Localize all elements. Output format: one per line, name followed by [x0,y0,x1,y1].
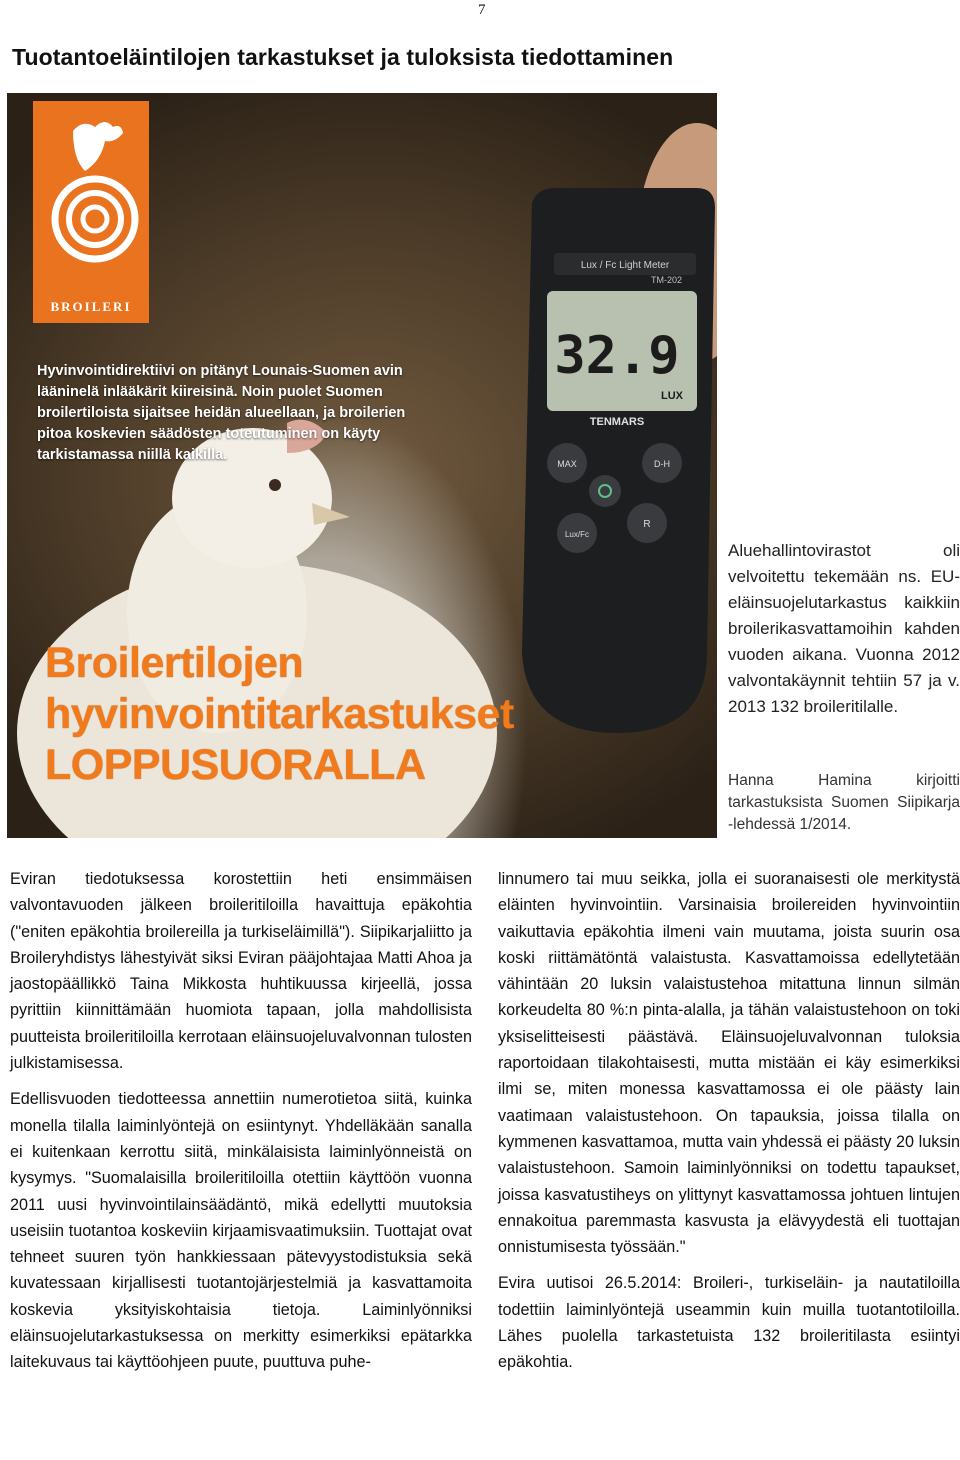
paragraph: Edellisvuoden tiedotteessa annettiin numerotietoa siitä, kuinka monella tilalla laiminlyöntejä on esiintynyt. Yhdelläkään sanalla ei kuitenkaan kerrottu siitä, minkälaisista laiminlyönneistä on kysymys. "Suomalaisilla broileritiloilla otettiin käyttöön vuonna 2011 uusi hyvinvointilainsäädäntö, mikä edellytti muutoksia useisiin tuotantoa koskeviin kirjaamisvaatimuksiin. Tuottajat ovat tehneet suuren työn hankkiessaan pätevyystodistuksia sekä kuvatessaan kirjallisesti tuotantojärjestelmiä ja kasvattamoita koskevia yksityiskohtaisia tietoja. Laiminlyönniksi eläinsuojelutarkastuksessa on merkitty esimerkiksi epätarkka laitekuvaus tai käyttöohjeen puute, puuttuva puhe- [10,1090,472,1372]
chicken-eye-icon [269,479,281,491]
paragraph: linnumero tai muu seikka, jolla ei suoranaisesti ole merkitystä eläinten hyvinvointiin. Varsinaisia broilereiden hyvinvointiin vaikuttavia epäkohtia ilmeni vain muutama, joista suurin osa koski riittämätöntä valaistusta. Kasvattamoissa edellytetään vähintään 20 luksin valaistustehoa mitattuna linnun silmän korkeudelta 80 %:n pinta-alalla, ja tähän valaistustehoon on toki yksiselitteisesti päästävä. Eläinsuojeluvalvonnan tuloksia raportoidaan tilakohtaisesti, mutta mistään ei käy esimerkiksi ilmi se, miten monessa kasvattamossa ei ole päästy lain vaatimaan valaistustehoon. On tapauksia, joissa tilalla on kymmenen kasvattamoa, mutta vain yhdessä ei päästy 20 luksin valaistustehoon. Samoin laiminlyönniksi on todettu tapaukset, joissa kasvatustiheys on ylittynyt kasvattamossa johtuen lintujen ennakoitua paremmasta kasvusta ja elävyydestä eli tuottajan onnistumisesta työssään." [498,870,960,1257]
meter-r-label: R [643,519,651,530]
article-column-left [10,866,472,1386]
photo-caption: Aluehallintovirastot oli velvoitettu tekemään ns. EU-eläinsuojelutarkastus kaikkiin broilerikasvattamoihin kahden vuoden aikana. Vuonna 2012 valvontakäynnit tehtiin 57 ja v. 2013 132 broileritilalle. [728,541,960,716]
power-icon [589,475,621,507]
logo-text: BROILERI [50,299,132,314]
broileri-logo [33,101,149,323]
photo-title [45,638,514,791]
meter-reading: 32.9 [554,326,680,386]
article-headline: Tuotantoeläintilojen tarkastukset ja tuloksista tiedottaminen [12,44,674,70]
article-photo [7,93,717,838]
light-meter-icon [522,188,715,733]
photo-title-line-2: hyvinvointitarkastukset [45,690,514,738]
meter-luxfc-label: Lux/Fc [564,530,590,539]
article-column-right [498,866,960,1386]
meter-model-label: TM-202 [650,275,682,285]
meter-unit: LUX [661,390,683,402]
meter-brand-label: Lux / Fc Light Meter [580,260,670,271]
photo-title-line-1: Broilertilojen [45,639,304,687]
photo-credit: Hanna Hamina kirjoitti tarkastuksista Suomen Siipikarja -lehdessä 1/2014. [728,772,960,833]
page-number: 7 [478,2,486,18]
paragraph: Evira uutisoi 26.5.2014: Broileri-, turkiseläin- ja nautatiloilla todettiin laiminlyöntejä useammin kuin muilla tuotantotiloilla. Lähes puolella tarkastetuista 132 broileritilasta esiintyi epäkohtia. [498,1274,960,1372]
photo-title-line-3: LOPPUSUORALLA [45,741,426,789]
rooster-logo-icon [33,101,149,291]
paragraph: Eviran tiedotuksessa korostettiin heti ensimmäisen valvontavuoden jälkeen broileritiloilla havaittuja epäkohtia ("eniten epäkohtia broilereilla ja turkiseläimillä"). Siipikarjaliitto ja Broileryhdistys lähestyivät siksi Eviran pääjohtajaa Matti Ahoa ja jaostopäällikkö Taina Mikkosta huhtikuussa kirjeellä, jossa pyrittiin kiinnittämään huomiota tapaan, jolla mahdollisista puutteista broileritiloilla kerrotaan eläinsuojeluvalvonnan tulosten julkistamisessa. [10,870,472,1073]
meter-maker: TENMARS [589,416,645,428]
meter-dh-label: D-H [654,459,670,469]
meter-max-label: MAX [557,459,577,469]
photo-intro-text: Hyvinvointidirektiivi on pitänyt Lounais-Suomen avin lääninelä inlääkärit kiireisinä. Noin puolet Suomen broilertiloista sijaitsee heidän alueellaan, ja broilerien pitoa koskevien säädösten toteutuminen on käyty tarkistamassa niillä kaikilla. [37,363,406,463]
